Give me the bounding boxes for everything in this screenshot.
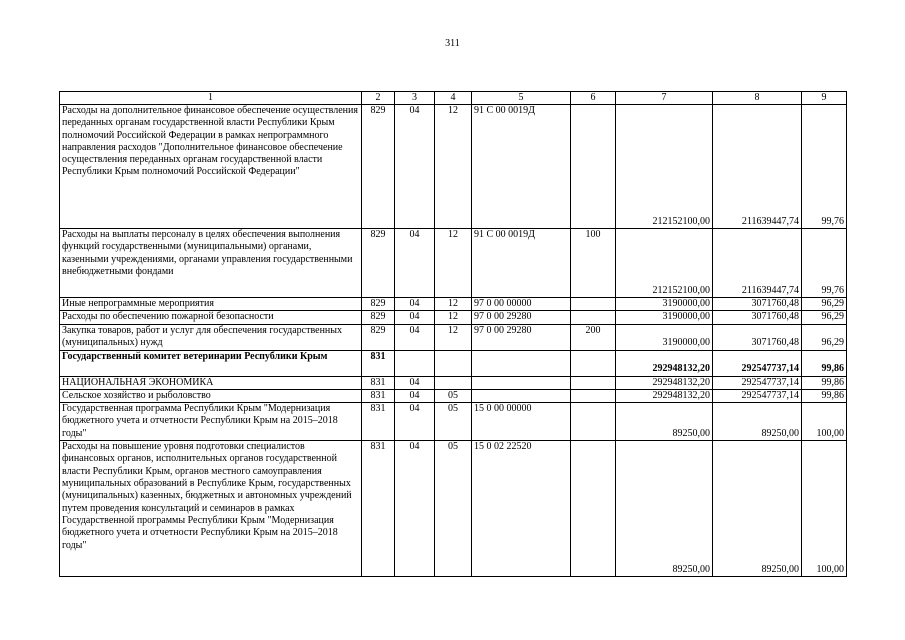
execution-percent-cell: 96,29 [802, 311, 847, 324]
table-row [60, 350, 847, 376]
expense-name-cell: Сельское хозяйство и рыболовство [60, 389, 362, 402]
section-code-cell: 04 [395, 298, 435, 311]
execution-percent-cell: 99,86 [802, 389, 847, 402]
executed-amount-cell: 89250,00 [713, 403, 802, 441]
expense-name-cell: Государственная программа Республики Крым "Модернизация бюджетного учета и отчетности Республики Крым на 2015–2018 годы" [60, 403, 362, 441]
ministry-code-cell: 831 [362, 441, 395, 577]
execution-percent-cell: 99,86 [802, 376, 847, 389]
section-code-cell [395, 350, 435, 376]
table-row [60, 389, 847, 402]
plan-amount-cell: 89250,00 [616, 403, 713, 441]
executed-amount-cell: 3071760,48 [713, 298, 802, 311]
expense-type-cell [571, 389, 616, 402]
subsection-code-cell: 12 [435, 229, 472, 298]
table-row [60, 376, 847, 389]
expense-type-cell [571, 403, 616, 441]
expense-name-cell: Иные непрограммные мероприятия [60, 298, 362, 311]
expense-name-cell: Расходы по обеспечению пожарной безопасности [60, 311, 362, 324]
expense-type-cell [571, 441, 616, 577]
header-cell: 9 [802, 92, 847, 105]
target-article-cell: 91 С 00 0019Д [472, 229, 571, 298]
header-cell: 3 [395, 92, 435, 105]
plan-amount-cell: 212152100,00 [616, 105, 713, 229]
table-row [60, 105, 847, 229]
plan-amount-cell: 292948132,20 [616, 350, 713, 376]
subsection-code-cell: 05 [435, 403, 472, 441]
header-cell: 7 [616, 92, 713, 105]
executed-amount-cell: 292547737,14 [713, 376, 802, 389]
execution-percent-cell: 100,00 [802, 403, 847, 441]
table-row [60, 311, 847, 324]
plan-amount-cell: 3190000,00 [616, 298, 713, 311]
budget-table [59, 91, 847, 577]
table-row [60, 324, 847, 350]
target-article-cell [472, 389, 571, 402]
table-row [60, 403, 847, 441]
target-article-cell: 97 0 00 29280 [472, 324, 571, 350]
ministry-code-cell: 831 [362, 403, 395, 441]
section-code-cell: 04 [395, 389, 435, 402]
ministry-code-cell: 831 [362, 350, 395, 376]
subsection-code-cell: 12 [435, 311, 472, 324]
plan-amount-cell: 89250,00 [616, 441, 713, 577]
section-code-cell: 04 [395, 441, 435, 577]
target-article-cell [472, 376, 571, 389]
expense-name-cell: Расходы на дополнительное финансовое обеспечение осуществления переданных органам государственной власти Республики Крым полномочий Российской Федерации в рамках непрограммного направления расходов "Дополнительное финансовое обеспечение осуществления переданных органам государственной власти Республики Крым полномочий Российской Федерации" [60, 105, 362, 229]
section-code-cell: 04 [395, 376, 435, 389]
ministry-code-cell: 829 [362, 298, 395, 311]
ministry-code-cell: 829 [362, 324, 395, 350]
subsection-code-cell: 12 [435, 298, 472, 311]
header-cell: 8 [713, 92, 802, 105]
plan-amount-cell: 212152100,00 [616, 229, 713, 298]
plan-amount-cell: 292948132,20 [616, 389, 713, 402]
plan-amount-cell: 3190000,00 [616, 324, 713, 350]
section-code-cell: 04 [395, 311, 435, 324]
target-article-cell: 15 0 00 00000 [472, 403, 571, 441]
expense-name-cell: Закупка товаров, работ и услуг для обеспечения государственных (муниципальных) нужд [60, 324, 362, 350]
execution-percent-cell: 99,76 [802, 105, 847, 229]
ministry-code-cell: 829 [362, 229, 395, 298]
subsection-code-cell: 12 [435, 105, 472, 229]
subsection-code-cell: 05 [435, 389, 472, 402]
section-code-cell: 04 [395, 403, 435, 441]
expense-type-cell [571, 105, 616, 229]
execution-percent-cell: 99,86 [802, 350, 847, 376]
ministry-code-cell: 829 [362, 105, 395, 229]
plan-amount-cell: 292948132,20 [616, 376, 713, 389]
expense-type-cell [571, 376, 616, 389]
expense-type-cell: 200 [571, 324, 616, 350]
expense-type-cell [571, 350, 616, 376]
section-code-cell: 04 [395, 229, 435, 298]
expense-type-cell [571, 311, 616, 324]
execution-percent-cell: 96,29 [802, 324, 847, 350]
expense-type-cell [571, 298, 616, 311]
expense-name-cell: Расходы на выплаты персоналу в целях обеспечения выполнения функций государственными (муниципальными) органами, казенными учреждениями, органами управления государственными внебюджетными фондами [60, 229, 362, 298]
expense-type-cell: 100 [571, 229, 616, 298]
ministry-code-cell: 831 [362, 389, 395, 402]
table-header-row [60, 92, 847, 105]
expense-name-cell: НАЦИОНАЛЬНАЯ ЭКОНОМИКА [60, 376, 362, 389]
header-cell: 4 [435, 92, 472, 105]
table-row [60, 229, 847, 298]
expense-name-cell: Расходы на повышение уровня подготовки специалистов финансовых органов, исполнительных органов государственной власти Республики Крым, органов местного самоуправления муниципальных образований в Республике Крым, государственных (муниципальных) казенных, бюджетных и автономных учреждений путем проведения консультаций и семинаров в рамках Государственной программы Республики Крым "Модернизация бюджетного учета и отчетности Республики Крым на 2015–2018 годы" [60, 441, 362, 577]
table-row [60, 298, 847, 311]
ministry-code-cell: 829 [362, 311, 395, 324]
header-cell: 5 [472, 92, 571, 105]
page-number: 311 [445, 38, 460, 49]
executed-amount-cell: 292547737,14 [713, 350, 802, 376]
subsection-code-cell: 05 [435, 441, 472, 577]
subsection-code-cell [435, 376, 472, 389]
header-cell: 2 [362, 92, 395, 105]
plan-amount-cell: 3190000,00 [616, 311, 713, 324]
execution-percent-cell: 99,76 [802, 229, 847, 298]
executed-amount-cell: 211639447,74 [713, 229, 802, 298]
section-code-cell: 04 [395, 324, 435, 350]
target-article-cell [472, 350, 571, 376]
target-article-cell: 97 0 00 29280 [472, 311, 571, 324]
header-cell: 1 [60, 92, 362, 105]
subsection-code-cell [435, 350, 472, 376]
expense-name-cell: Государственный комитет ветеринарии Республики Крым [60, 350, 362, 376]
section-code-cell: 04 [395, 105, 435, 229]
target-article-cell: 97 0 00 00000 [472, 298, 571, 311]
target-article-cell: 15 0 02 22520 [472, 441, 571, 577]
executed-amount-cell: 211639447,74 [713, 105, 802, 229]
subsection-code-cell: 12 [435, 324, 472, 350]
executed-amount-cell: 292547737,14 [713, 389, 802, 402]
executed-amount-cell: 3071760,48 [713, 311, 802, 324]
target-article-cell: 91 С 00 0019Д [472, 105, 571, 229]
execution-percent-cell: 96,29 [802, 298, 847, 311]
executed-amount-cell: 3071760,48 [713, 324, 802, 350]
table-row [60, 441, 847, 577]
executed-amount-cell: 89250,00 [713, 441, 802, 577]
execution-percent-cell: 100,00 [802, 441, 847, 577]
ministry-code-cell: 831 [362, 376, 395, 389]
header-cell: 6 [571, 92, 616, 105]
